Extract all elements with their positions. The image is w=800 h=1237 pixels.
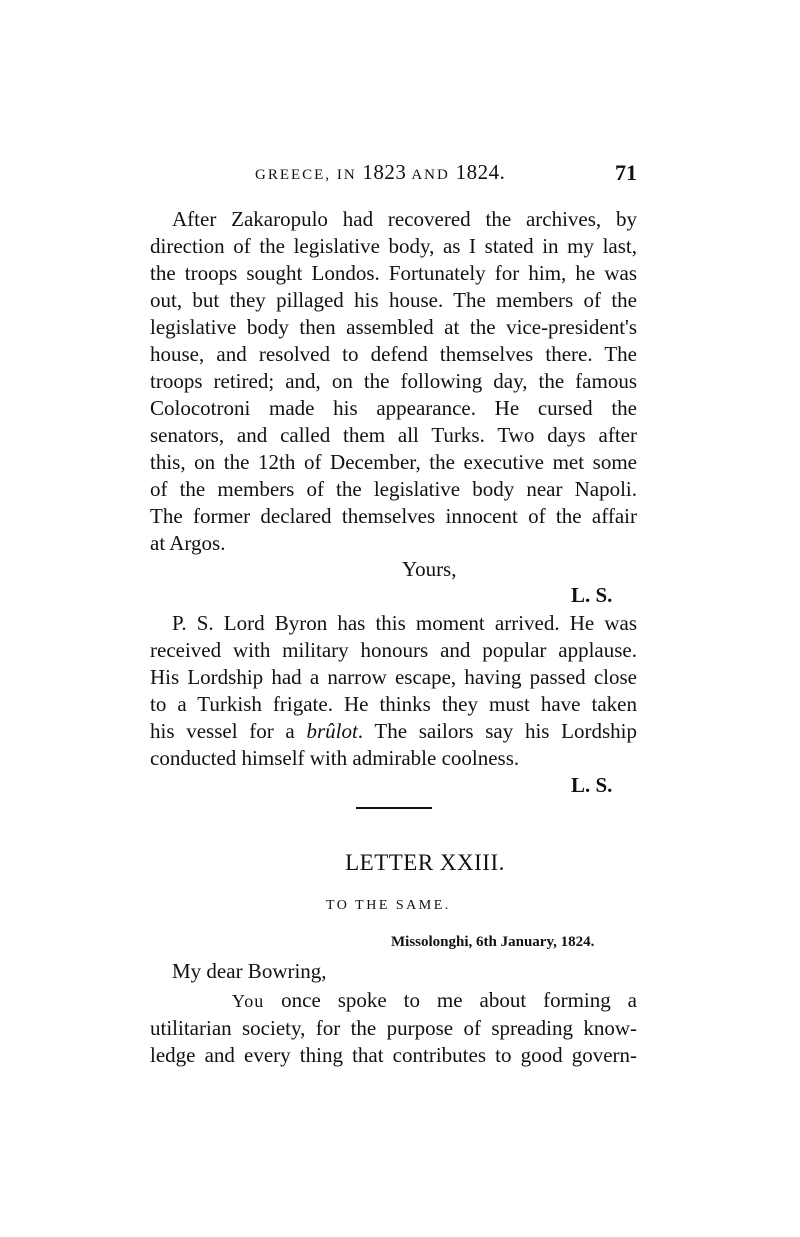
section-divider (356, 807, 432, 809)
text-line: house, and resolved to defend themselves there. The (150, 342, 637, 366)
text-line: the troops sought Londos. Fortunately for him, he was (150, 261, 637, 285)
running-title-part: GREECE, IN (255, 167, 363, 183)
text-line: out, but they pillaged his house. The members of the (150, 288, 637, 312)
text-line: at Argos. (150, 531, 226, 555)
opening-word: You (232, 991, 265, 1011)
text-line: The former declared themselves innocent of the affair (150, 504, 637, 528)
letter-body-paragraph (150, 987, 637, 1069)
text-line: received with military honours and popular applause. (150, 638, 637, 662)
text-line: legislative body then assembled at the vice-president's (150, 315, 637, 339)
body-paragraph (150, 206, 637, 557)
text-line: utilitarian society, for the purpose of spreading know- (150, 1016, 637, 1040)
text-line: senators, and called them all Turks. Two days after (150, 423, 637, 447)
signature: L. S. (571, 583, 613, 607)
signature: L. S. (571, 773, 613, 797)
letter-heading (0, 850, 800, 876)
text-line: After Zakaropulo had recovered the archives, by (172, 207, 637, 231)
text-line: Colocotroni made his appearance. He cursed the (150, 396, 637, 420)
page-header (150, 160, 637, 190)
text-line: conducted himself with admirable coolness. (150, 746, 520, 770)
running-title-part: AND (406, 167, 456, 183)
closing-yours: Yours, (402, 557, 457, 581)
text-line: P. S. Lord Byron has this moment arrived. He was (172, 611, 637, 635)
text-segment: once spoke to me about forming a (264, 988, 637, 1012)
postscript-paragraph (150, 610, 637, 772)
text-line: to a Turkish frigate. He thinks they must have taken (150, 692, 637, 716)
text-line: of the members of the legislative body near Napoli. (150, 477, 637, 501)
page-number: 71 (615, 160, 637, 185)
text-line: troops retired; and, on the following day, the famous (150, 369, 637, 393)
text-line: ledge and every thing that contributes to good govern- (150, 1043, 637, 1067)
text-line: direction of the legislative body, as I stated in my last, (150, 234, 637, 258)
text-line: His Lordship had a narrow escape, having passed close (150, 665, 637, 689)
letter-heading-text: LETTER XXIII. (345, 850, 505, 875)
letter-salutation: My dear Bowring, (172, 959, 327, 983)
italic-word: brûlot (306, 719, 358, 743)
text-line (150, 987, 637, 1015)
running-title-year: 1823 (362, 160, 407, 184)
letter-addressee: TO THE SAME. (326, 898, 451, 913)
running-title-year: 1824. (455, 160, 506, 184)
running-title (255, 160, 505, 185)
text-segment: . The sailors say his Lordship (357, 719, 637, 743)
text-segment: his vessel for a (150, 719, 307, 743)
text-line (150, 718, 637, 745)
text-line: this, on the 12th of December, the executive met some (150, 450, 637, 474)
letter-dateline: Missolonghi, 6th January, 1824. (391, 934, 595, 950)
